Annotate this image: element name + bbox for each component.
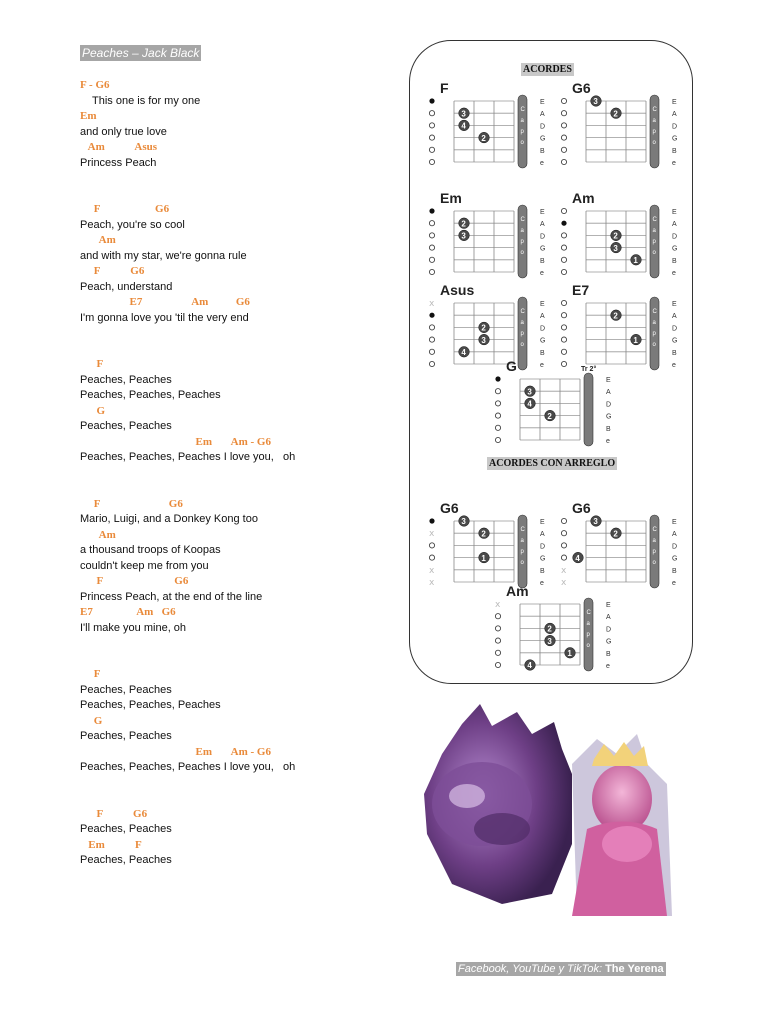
string-name: B bbox=[672, 147, 677, 155]
open-string-circle bbox=[429, 159, 434, 164]
finger-number: 2 bbox=[613, 109, 618, 119]
capo-letter: C bbox=[652, 107, 657, 113]
string-name: B bbox=[606, 650, 611, 658]
capo-letter: C bbox=[520, 217, 525, 223]
open-string-circle bbox=[429, 245, 434, 250]
string-name: D bbox=[606, 401, 612, 409]
lyric-line: Princess Peach bbox=[80, 156, 157, 169]
chord-line: Am bbox=[80, 234, 116, 246]
capo-letter: a bbox=[652, 228, 656, 234]
string-name: A bbox=[540, 111, 545, 119]
open-string-circle bbox=[429, 337, 434, 342]
lyric-line: Peaches, Peaches, Peaches I love you, oh bbox=[80, 761, 296, 773]
open-string-circle bbox=[429, 257, 434, 262]
muted-string-x: x bbox=[561, 565, 567, 576]
capo-letter: p bbox=[520, 239, 524, 245]
string-name: G bbox=[540, 135, 546, 143]
open-string-circle bbox=[429, 543, 434, 548]
string-name: B bbox=[672, 349, 677, 357]
chord-name: G6 bbox=[572, 500, 591, 516]
open-string-circle bbox=[561, 111, 566, 116]
finger-number: 1 bbox=[481, 553, 486, 563]
lyric-line: and with my star, we're gonna rule bbox=[80, 249, 247, 262]
capo-letter: p bbox=[520, 129, 524, 135]
open-string-circle bbox=[429, 325, 434, 330]
chord-line: G bbox=[80, 404, 106, 417]
capo-letter: o bbox=[520, 342, 524, 348]
string-name: e bbox=[540, 160, 544, 167]
open-string-circle bbox=[561, 555, 566, 560]
root-dot bbox=[561, 221, 566, 226]
string-name: D bbox=[672, 123, 678, 131]
lyric-line: I'm gonna love you 'til the very end bbox=[80, 311, 249, 324]
chord-line: F G6 bbox=[80, 265, 145, 277]
open-string-circle bbox=[429, 233, 434, 238]
capo-letter: o bbox=[652, 560, 656, 566]
finger-number: 3 bbox=[461, 231, 466, 241]
lyric-line: Mario, Luigi, and a Donkey Kong too bbox=[80, 513, 258, 525]
open-string-circle bbox=[561, 257, 566, 262]
open-string-circle bbox=[495, 401, 500, 406]
capo-letter: o bbox=[652, 342, 656, 348]
root-dot bbox=[429, 98, 434, 103]
capo-letter: a bbox=[652, 118, 656, 124]
capo-bar bbox=[584, 373, 593, 446]
chord-line: Em Am - G6 bbox=[80, 435, 271, 448]
string-name: e bbox=[540, 270, 544, 277]
open-string-circle bbox=[429, 221, 434, 226]
capo-letter: p bbox=[652, 331, 656, 337]
capo-letter: o bbox=[520, 250, 524, 256]
chord-name: G bbox=[506, 358, 517, 374]
string-name: D bbox=[672, 325, 678, 333]
string-name: B bbox=[672, 567, 677, 575]
footer-credits bbox=[456, 962, 666, 976]
open-string-circle bbox=[429, 349, 434, 354]
string-name: B bbox=[672, 257, 677, 265]
finger-number: 3 bbox=[593, 97, 598, 107]
finger-number: 2 bbox=[481, 529, 486, 539]
open-string-circle bbox=[429, 555, 434, 560]
string-name: A bbox=[540, 531, 545, 539]
capo-letter: p bbox=[586, 632, 590, 638]
open-string-circle bbox=[495, 425, 500, 430]
finger-number: 4 bbox=[575, 553, 580, 563]
finger-number: 4 bbox=[527, 661, 532, 671]
open-string-circle bbox=[561, 313, 566, 318]
open-string-circle bbox=[495, 638, 500, 643]
muted-string-x: x bbox=[495, 600, 501, 610]
chord-line: G bbox=[80, 714, 103, 727]
bowser-peach-illustration bbox=[422, 704, 674, 916]
string-name: A bbox=[672, 221, 677, 229]
chords-header: ACORDES bbox=[523, 64, 572, 75]
finger-number: 1 bbox=[633, 256, 638, 265]
capo-letter: p bbox=[652, 129, 656, 135]
open-string-circle bbox=[561, 159, 566, 164]
lyric-line: Peaches, Peaches bbox=[80, 420, 172, 432]
string-name: A bbox=[672, 531, 677, 539]
capo-letter: p bbox=[520, 549, 524, 555]
finger-number: 4 bbox=[461, 348, 466, 357]
capo-letter: a bbox=[586, 621, 590, 627]
finger-number: 2 bbox=[547, 411, 552, 421]
string-name: D bbox=[540, 123, 546, 131]
chord-line: Am bbox=[80, 528, 116, 541]
lyric-line: and only true love bbox=[80, 125, 167, 138]
string-name: A bbox=[540, 221, 545, 229]
string-name: e bbox=[672, 270, 676, 277]
open-string-circle bbox=[495, 389, 500, 394]
string-name: e bbox=[606, 663, 610, 670]
muted-string-x: x bbox=[429, 565, 435, 576]
finger-number: 2 bbox=[613, 231, 618, 241]
open-string-circle bbox=[495, 437, 500, 442]
open-string-circle bbox=[561, 123, 566, 128]
chord-name: Asus bbox=[440, 282, 475, 298]
open-string-circle bbox=[495, 614, 500, 619]
lyric-line: couldn't keep me from you bbox=[80, 559, 209, 572]
capo-letter: C bbox=[520, 527, 525, 533]
open-string-circle bbox=[495, 626, 500, 631]
open-string-circle bbox=[561, 325, 566, 330]
finger-number: 2 bbox=[461, 219, 466, 229]
chord-name: Am bbox=[506, 583, 529, 599]
open-string-circle bbox=[429, 135, 434, 140]
lyric-line: Peaches, Peaches bbox=[80, 683, 172, 696]
finger-number: 2 bbox=[481, 133, 486, 143]
string-name: E bbox=[672, 209, 677, 216]
open-string-circle bbox=[561, 147, 566, 152]
lyric-line: Peaches, Peaches bbox=[80, 854, 172, 866]
string-name: A bbox=[540, 313, 545, 321]
chord-name: Am bbox=[572, 190, 595, 206]
finger-number: 1 bbox=[633, 335, 638, 345]
muted-string-x: x bbox=[429, 529, 435, 540]
capo-letter: a bbox=[652, 538, 656, 544]
chord-name: F bbox=[440, 80, 449, 96]
string-name: A bbox=[672, 313, 677, 321]
string-name: E bbox=[672, 301, 677, 308]
open-string-circle bbox=[561, 518, 566, 523]
open-string-circle bbox=[561, 245, 566, 250]
lyric-line: Peaches, Peaches bbox=[80, 730, 172, 742]
finger-number: 3 bbox=[593, 517, 598, 527]
finger-number: 3 bbox=[527, 387, 532, 397]
lyric-line: This one is for my one bbox=[80, 94, 201, 107]
string-name: E bbox=[606, 377, 611, 384]
footer-platforms: Facebook, YouTube y TikTok: bbox=[458, 963, 603, 975]
string-name: B bbox=[606, 425, 611, 433]
root-dot bbox=[495, 376, 500, 381]
chord-line: Em F bbox=[80, 838, 142, 851]
capo-letter: C bbox=[520, 107, 525, 113]
open-string-circle bbox=[429, 147, 434, 152]
string-name: D bbox=[540, 233, 546, 241]
chord-line: F - G6 bbox=[80, 79, 110, 91]
open-string-circle bbox=[561, 98, 566, 103]
capo-letter: o bbox=[520, 560, 524, 566]
capo-letter: a bbox=[520, 538, 524, 544]
string-name: D bbox=[540, 543, 546, 551]
string-name: E bbox=[672, 99, 677, 106]
string-name: D bbox=[540, 325, 546, 333]
lyric-line: Peach, you're so cool bbox=[80, 218, 185, 231]
root-dot bbox=[429, 518, 434, 523]
lyric-line: Peaches, Peaches, Peaches bbox=[80, 389, 221, 401]
finger-number: 2 bbox=[613, 529, 618, 539]
capo-letter: a bbox=[520, 228, 524, 234]
chord-name: G6 bbox=[440, 500, 459, 516]
string-name: G bbox=[606, 638, 612, 646]
chord-line: F G6 bbox=[80, 497, 183, 510]
chord-name: G6 bbox=[572, 80, 591, 96]
muted-string-x: x bbox=[561, 578, 567, 588]
capo-letter: C bbox=[586, 610, 591, 616]
finger-number: 2 bbox=[481, 323, 486, 333]
open-string-circle bbox=[429, 111, 434, 116]
open-string-circle bbox=[561, 337, 566, 342]
tr-label: Tr 2° bbox=[581, 366, 597, 373]
capo-letter: C bbox=[652, 217, 657, 223]
finger-number: 3 bbox=[481, 335, 486, 345]
chord-line: F G6 bbox=[80, 575, 189, 587]
arranged-chords-header: ACORDES CON ARREGLO bbox=[489, 458, 616, 469]
string-name: e bbox=[672, 160, 676, 167]
lyric-line: Peaches, Peaches, Peaches I love you, oh bbox=[80, 451, 296, 463]
open-string-circle bbox=[561, 361, 566, 366]
capo-letter: o bbox=[652, 140, 656, 146]
string-name: G bbox=[540, 555, 546, 563]
string-name: E bbox=[540, 99, 545, 106]
chord-line: Am Asus bbox=[80, 141, 158, 153]
footer-author: The Yerena bbox=[602, 963, 664, 975]
muted-string-x: x bbox=[429, 299, 435, 309]
finger-number: 3 bbox=[461, 109, 466, 119]
open-string-circle bbox=[429, 123, 434, 128]
string-name: G bbox=[672, 245, 678, 253]
finger-number: 3 bbox=[461, 517, 466, 527]
capo-letter: o bbox=[586, 643, 590, 649]
string-name: B bbox=[540, 349, 545, 357]
string-name: G bbox=[540, 245, 546, 253]
chord-line: E7 Am G6 bbox=[80, 296, 250, 308]
chords-panel bbox=[409, 40, 693, 684]
string-name: G bbox=[540, 337, 546, 345]
string-name: A bbox=[606, 389, 611, 397]
open-string-circle bbox=[561, 300, 566, 305]
finger-number: 2 bbox=[613, 311, 618, 321]
song-title: Peaches – Jack Black bbox=[82, 46, 200, 60]
finger-number: 1 bbox=[567, 649, 572, 658]
string-name: E bbox=[540, 209, 545, 216]
lyric-line: Peach, understand bbox=[80, 280, 173, 293]
string-name: B bbox=[540, 147, 545, 155]
string-name: B bbox=[540, 567, 545, 575]
capo-letter: o bbox=[520, 140, 524, 146]
finger-number: 4 bbox=[527, 399, 532, 409]
string-name: e bbox=[672, 362, 676, 369]
root-dot bbox=[429, 313, 434, 318]
open-string-circle bbox=[561, 269, 566, 274]
chord-line: F G6 bbox=[80, 203, 170, 215]
chord-name: E7 bbox=[572, 282, 590, 298]
open-string-circle bbox=[561, 135, 566, 140]
string-name: G bbox=[672, 555, 678, 563]
string-name: D bbox=[672, 543, 678, 551]
string-name: e bbox=[540, 362, 544, 369]
finger-number: 2 bbox=[547, 624, 552, 634]
string-name: G bbox=[672, 337, 678, 345]
root-dot bbox=[429, 208, 434, 213]
capo-letter: p bbox=[652, 549, 656, 555]
capo-letter: C bbox=[652, 309, 657, 315]
capo-letter: a bbox=[520, 118, 524, 124]
string-name: G bbox=[672, 135, 678, 143]
capo-letter: o bbox=[652, 250, 656, 256]
string-name: A bbox=[606, 614, 611, 622]
lyric-line: Peaches, Peaches bbox=[80, 373, 172, 386]
chord-name: Em bbox=[440, 190, 462, 206]
finger-number: 3 bbox=[547, 636, 552, 646]
lyric-line: a thousand troops of Koopas bbox=[80, 544, 221, 556]
capo-letter: p bbox=[520, 331, 524, 337]
open-string-circle bbox=[561, 543, 566, 548]
string-name: G bbox=[606, 413, 612, 421]
chord-line: Em Am - G6 bbox=[80, 745, 271, 758]
chord-line: F bbox=[80, 668, 101, 680]
muted-string-x: x bbox=[429, 578, 435, 588]
open-string-circle bbox=[429, 269, 434, 274]
lyric-line: Princess Peach, at the end of the line bbox=[80, 590, 263, 603]
open-string-circle bbox=[429, 361, 434, 366]
string-name: e bbox=[672, 580, 676, 587]
lyric-line: Peaches, Peaches bbox=[80, 823, 172, 835]
lyric-line: Peaches, Peaches, Peaches bbox=[80, 699, 221, 711]
chord-diagrams bbox=[410, 41, 694, 685]
open-string-circle bbox=[495, 650, 500, 655]
capo-letter: C bbox=[520, 309, 525, 315]
open-string-circle bbox=[561, 208, 566, 213]
chord-line: E7 Am G6 bbox=[80, 606, 176, 618]
string-name: B bbox=[540, 257, 545, 265]
open-string-circle bbox=[561, 233, 566, 238]
chord-line: Em bbox=[80, 110, 97, 122]
finger-number: 3 bbox=[613, 243, 618, 253]
open-string-circle bbox=[495, 413, 500, 418]
capo-letter: p bbox=[652, 239, 656, 245]
string-name: E bbox=[672, 519, 677, 526]
string-name: E bbox=[540, 519, 545, 526]
capo-letter: C bbox=[652, 527, 657, 533]
string-name: D bbox=[672, 233, 678, 241]
string-name: E bbox=[606, 602, 611, 609]
open-string-circle bbox=[561, 531, 566, 536]
open-string-circle bbox=[561, 349, 566, 354]
open-string-circle bbox=[495, 662, 500, 667]
string-name: E bbox=[540, 301, 545, 308]
string-name: A bbox=[672, 111, 677, 119]
string-name: e bbox=[606, 438, 610, 445]
chord-line: F bbox=[80, 358, 104, 370]
string-name: e bbox=[540, 580, 544, 587]
capo-letter: a bbox=[520, 320, 524, 326]
finger-number: 4 bbox=[461, 121, 466, 131]
capo-letter: a bbox=[652, 320, 656, 326]
string-name: D bbox=[606, 626, 612, 634]
lyric-line: I'll make you mine, oh bbox=[80, 621, 187, 634]
chord-line: F G6 bbox=[80, 807, 148, 820]
